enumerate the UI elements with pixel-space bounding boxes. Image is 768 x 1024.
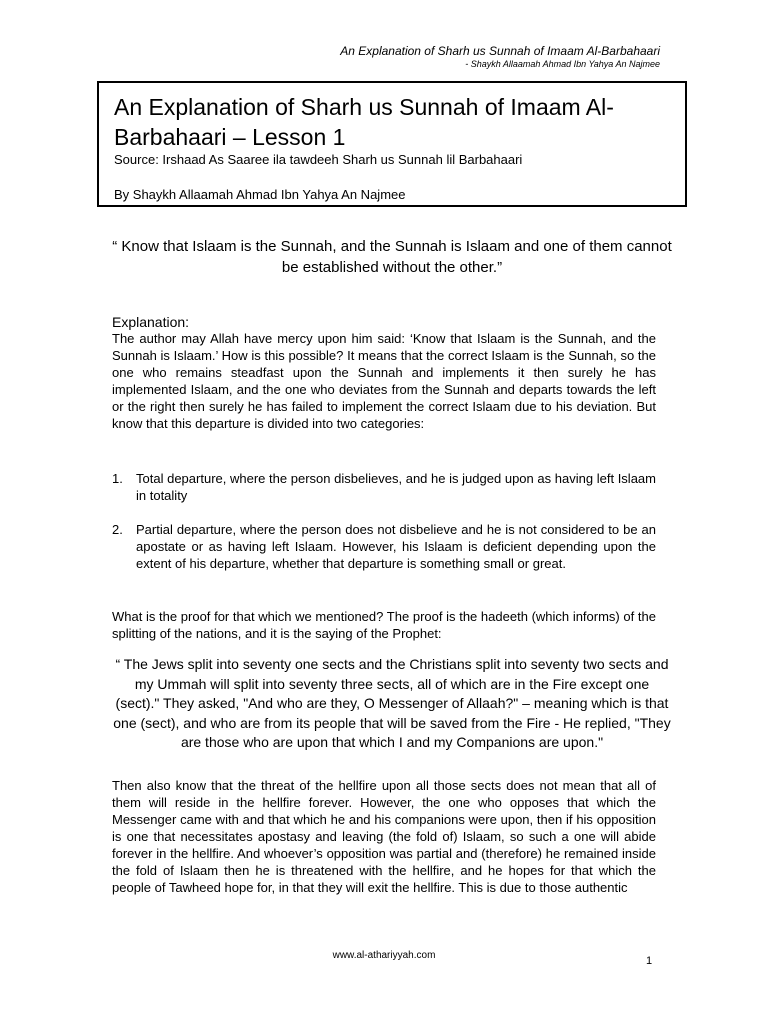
list-item [112,470,656,504]
opening-quote: “ Know that Islaam is the Sunnah, and the Sunnah is Islaam and one of them cannot be established without the other.” [112,238,672,276]
footer-url: www.al-athariyyah.com [332,950,436,961]
explanation-paragraph: The author may Allah have mercy upon him said: ‘Know that Islaam is the Sunnah, and the Sunnah is Islaam.’ How is this possible? It means that the correct Islaam is the Sunnah, so the one who remains steadfast upon the Sunnah and implements it then surely he has implemented Islaam, and the one who deviates from the Sunnah and departs towards the left or the right then surely he has failed to implement the correct Islaam due to his deviation. But know that this departure is divided into two categories: [112,331,656,431]
list-number: 2. [112,522,123,537]
list-term: Total departure [136,471,223,486]
list-body [136,470,656,504]
title-box [97,81,687,207]
list-body [136,521,656,572]
list-number: 1. [112,471,123,486]
hellfire-paragraph: Then also know that the threat of the hellfire upon all those sects does not mean that all of them will reside in the hellfire forever. However, the one who opposes that which the Messenger came with and that which he and his companions were upon, then if his opposition is one that necessitates apostasy and leaving (the fold of) Islaam, so such a one will abide forever in the hellfire. And whoever’s opposition was partial and (therefore) he remained inside the fold of Islaam then he is threatened with the hellfire, and he hopes for that which the people of Tawheed hope for, in that they will exit the hellfire. This is due to those authentic [112,778,656,895]
explanation-heading: Explanation: [112,314,190,330]
list-term: Partial departure [136,522,233,537]
document-title: An Explanation of Sharh us Sunnah of Imaam Al-Barbahaari – Lesson 1 [114,94,614,150]
running-header-subtitle: - Shaykh Allaamah Ahmad Ibn Yahya An Najmee [465,59,660,69]
proof-paragraph: What is the proof for that which we mentioned? The proof is the hadeeth (which informs) of the splitting of the nations, and it is the saying of the Prophet: [112,609,656,641]
page-number: 1 [646,955,653,967]
document-author: By Shaykh Allaamah Ahmad Ibn Yahya An Najmee [114,187,406,202]
document-source: Source: Irshaad As Saaree ila tawdeeh Sharh us Sunnah lil Barbahaari [114,152,523,167]
list-text: , where the person disbelieves, and he is judged upon as having left Islaam in totality [136,471,656,503]
list-item [112,521,656,572]
list-text: , where the person does not disbelieve and he is not considered to be an apostate or as having left Islaam. However, his Islaam is deficient depending upon the extent of his departure, whether that departure is something small or great. [136,522,656,571]
hadeeth-quote: “ The Jews split into seventy one sects and the Christians split into seventy two sects and my Ummah will split into seventy three sects, all of which are in the Fire except one (sect)." They asked, "And who are they, O Messenger of Allaah?" – meaning which is that one (sect), and who are from its people that will be saved from the Fire - He replied, "They are those who are upon that which I and my Companions are upon." [113,656,671,750]
running-header-title: An Explanation of Sharh us Sunnah of Imaam Al-Barbahaari [340,44,660,58]
